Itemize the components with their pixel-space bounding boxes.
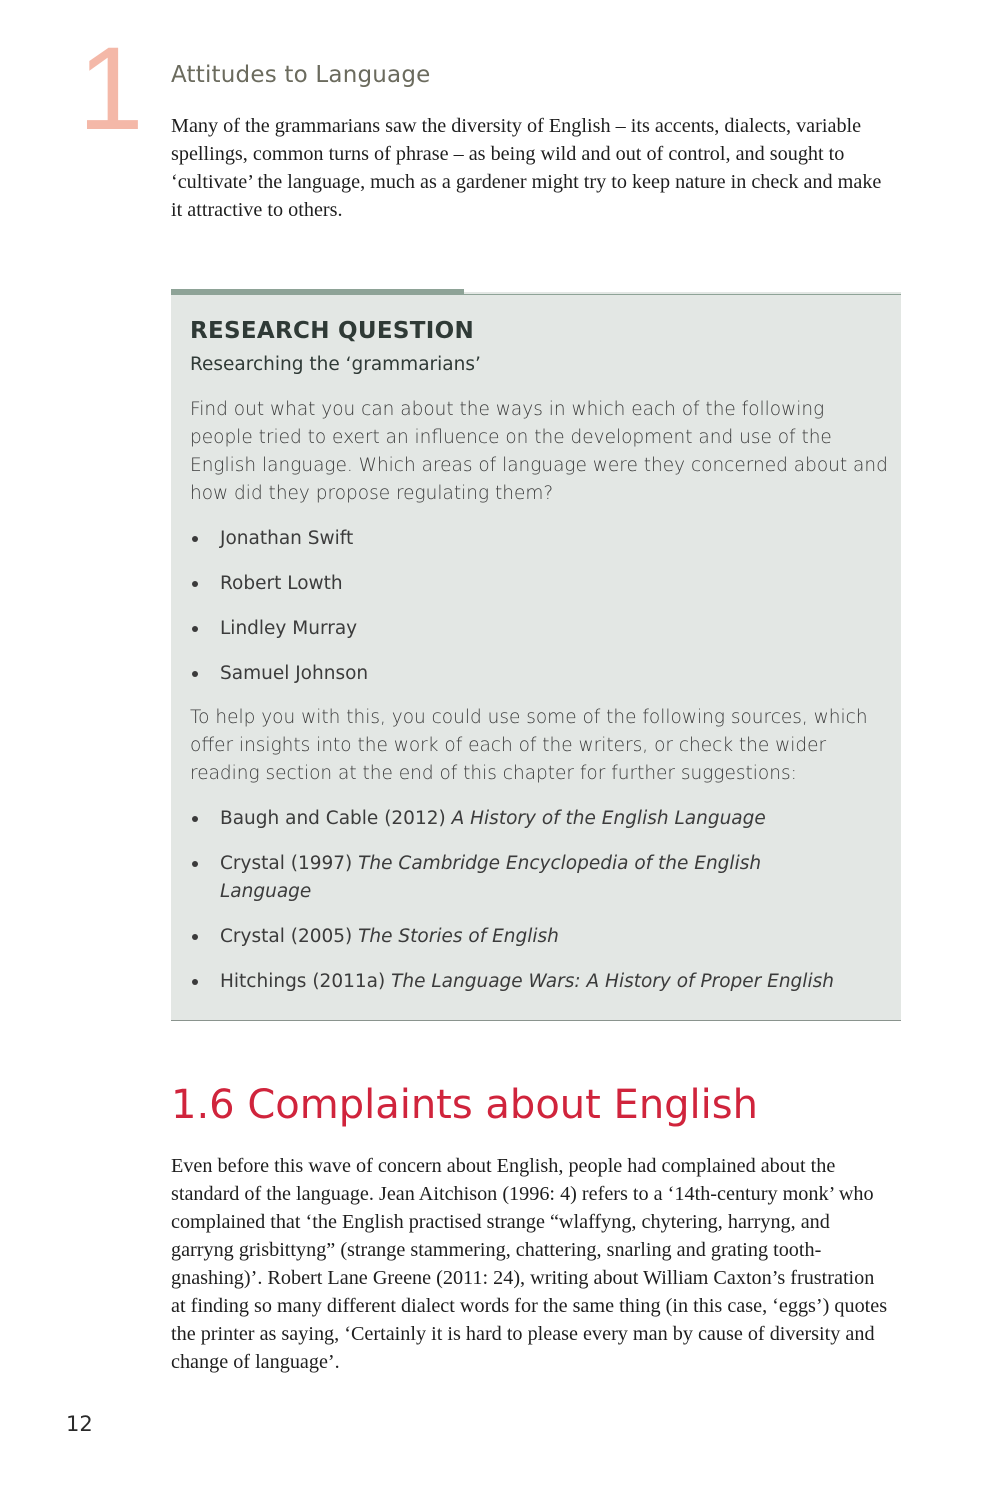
people-list bbox=[190, 525, 890, 688]
source-title: The Language Wars: A History of Proper English bbox=[391, 971, 834, 992]
section-paragraph: Even before this wave of concern about English, people had complained about the standard of the language. Jean Aitchison (1996: 4) refers to a ‘14th-century monk’ who complained that ‘the English practised strange “wlaffyng, chytering, harryng, and garryng grisbittyng” (strange stammering, chattering, snarling and grating tooth-gnashing)’. Robert Lane Greene (2011: 24), writing about William Caxton’s frustration at finding so many different dialect words for the same thing (in this case, ‘eggs’) quotes the printer as saying, ‘Certainly it is hard to please every man by cause of diversity and change of language’. bbox=[171, 1155, 888, 1373]
box-subtitle: Researching the ‘grammarians’ bbox=[190, 354, 481, 375]
list-item bbox=[190, 968, 890, 996]
source-author: Baugh and Cable (2012) bbox=[220, 808, 452, 829]
list-item bbox=[190, 805, 890, 833]
chapter-number: 1 bbox=[78, 23, 144, 155]
box-content bbox=[190, 316, 890, 996]
box-title: RESEARCH QUESTION bbox=[190, 318, 474, 344]
sources-intro: To help you with this, you could use some of the following sources, which offer insights into the work of each of the writers, or check the wider reading section at the end of this chapter for further suggestions: bbox=[190, 707, 868, 784]
source-author: Crystal (1997) bbox=[220, 853, 359, 874]
list-item: Lindley Murray bbox=[190, 615, 890, 643]
box-accent-bar bbox=[171, 289, 464, 295]
list-item bbox=[190, 850, 800, 906]
source-title: A History of the English Language bbox=[451, 808, 766, 829]
running-head: Attitudes to Language bbox=[171, 62, 431, 88]
list-item: Robert Lowth bbox=[190, 570, 890, 598]
intro-paragraph: Many of the grammarians saw the diversity of English – its accents, dialects, variable spellings, common turns of phrase – as being wild and out of control, and sought to ‘cultivate’ the language, much as a gardener might try to keep nature in check and make it attractive to others. bbox=[171, 115, 882, 221]
source-author: Crystal (2005) bbox=[220, 926, 359, 947]
research-question-box bbox=[171, 292, 901, 1021]
list-item bbox=[190, 923, 890, 951]
page-number: 12 bbox=[66, 1412, 93, 1436]
source-author: Hitchings (2011a) bbox=[220, 971, 392, 992]
sources-list bbox=[190, 805, 890, 996]
source-title: The Stories of English bbox=[358, 926, 559, 947]
list-item: Jonathan Swift bbox=[190, 525, 890, 553]
box-prompt: Find out what you can about the ways in which each of the following people tried to exert an influence on the development and use of the English language. Which areas of language were they concerned about and how did they propose regulating them? bbox=[190, 399, 888, 504]
section-heading: 1.6 Complaints about English bbox=[171, 1082, 758, 1128]
source-title: The Cambridge Encyclopedia of the English Language bbox=[220, 853, 762, 902]
list-item: Samuel Johnson bbox=[190, 660, 890, 688]
